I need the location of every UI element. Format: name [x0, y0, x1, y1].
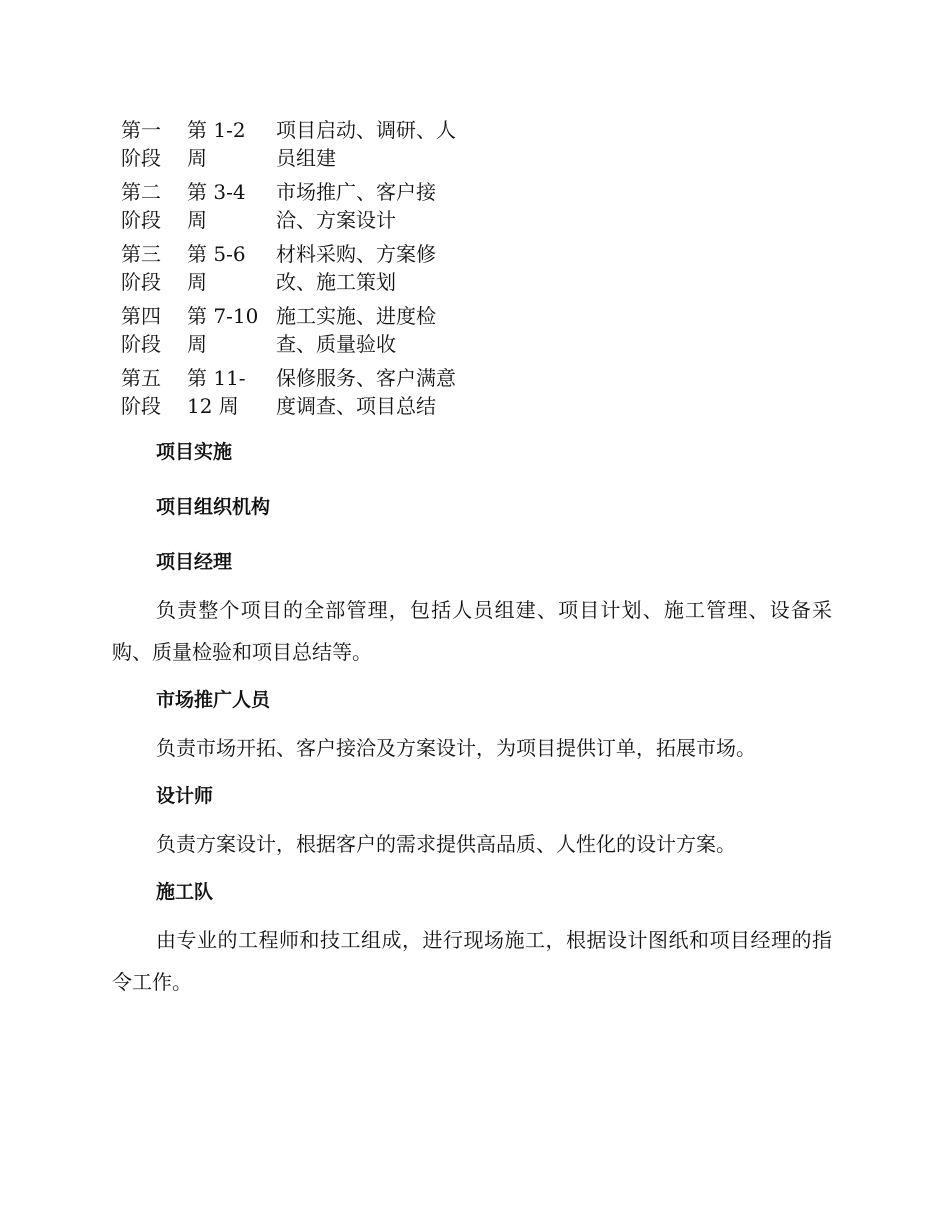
task-cell: 施工实施、进度检 查、质量验收	[276, 304, 436, 356]
paragraph-construction: 由专业的工程师和技工组成，进行现场施工，根据设计图纸和项目经理的指令工作。	[112, 928, 832, 994]
document-body	[112, 432, 832, 1003]
paragraph-project-manager: 负责整个项目的全部管理，包括人员组建、项目计划、施工管理、设备采购、质量检验和项目总结等。	[112, 598, 832, 664]
phase-cell: 第四 阶段	[121, 304, 161, 356]
section-heading-organization: 项目组织机构	[156, 496, 271, 518]
table-row	[121, 240, 481, 302]
phase-cell: 第一 阶段	[121, 118, 161, 170]
section-heading-marketing: 市场推广人员	[156, 689, 271, 711]
section-heading-construction: 施工队	[156, 881, 214, 903]
week-cell: 第 11- 12 周	[187, 366, 246, 418]
phase-cell: 第二 阶段	[121, 180, 161, 232]
week-cell: 第 7-10 周	[187, 304, 259, 356]
paragraph-designer: 负责方案设计，根据客户的需求提供高品质、人性化的设计方案。	[156, 832, 736, 856]
week-cell: 第 5-6 周	[187, 242, 246, 294]
section-heading-project-manager: 项目经理	[156, 551, 233, 573]
week-cell: 第 3-4 周	[187, 180, 246, 232]
section-heading-designer: 设计师	[156, 785, 214, 807]
section-heading-implementation: 项目实施	[156, 441, 233, 463]
task-cell: 材料采购、方案修 改、施工策划	[276, 242, 436, 294]
table-row	[121, 116, 481, 178]
schedule-table	[121, 116, 481, 426]
task-cell: 项目启动、调研、人 员组建	[276, 118, 456, 170]
week-cell: 第 1-2 周	[187, 118, 246, 170]
table-row	[121, 178, 481, 240]
task-cell: 市场推广、客户接 洽、方案设计	[276, 180, 436, 232]
table-row	[121, 302, 481, 364]
phase-cell: 第三 阶段	[121, 242, 161, 294]
table-row	[121, 364, 481, 426]
task-cell: 保修服务、客户满意 度调查、项目总结	[276, 366, 456, 418]
phase-cell: 第五 阶段	[121, 366, 161, 418]
paragraph-marketing: 负责市场开拓、客户接洽及方案设计，为项目提供订单，拓展市场。	[156, 736, 756, 760]
